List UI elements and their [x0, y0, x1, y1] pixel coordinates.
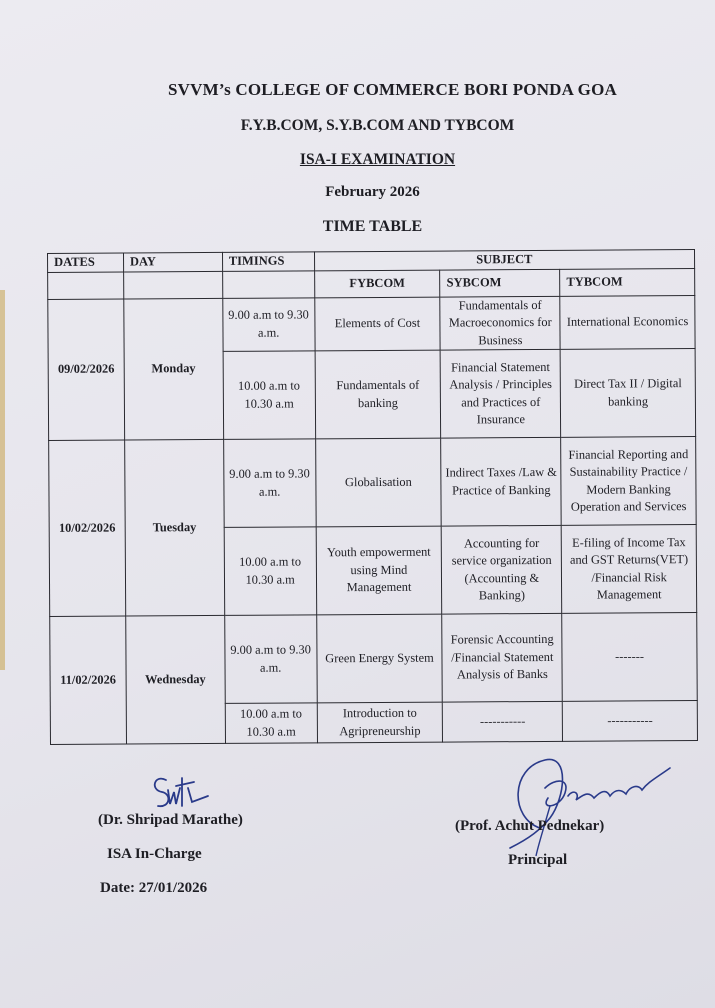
fybcom-cell: Green Energy System: [316, 614, 442, 703]
exam-month: February 2026: [325, 184, 420, 200]
issue-date: Date: 27/01/2026: [100, 880, 208, 896]
tybcom-cell: E-filing of Income Tax and GST Returns(VET) /Financial Risk Management: [561, 525, 696, 614]
fybcom-cell: Fundamentals of banking: [315, 350, 441, 439]
fybcom-cell: Youth empowerment using Mind Management: [316, 526, 442, 615]
col-tybcom: TYBCOM: [560, 268, 695, 296]
table-row: [49, 437, 697, 529]
sybcom-cell: Accounting for service organization (Accounting & Banking): [442, 525, 562, 614]
sybcom-cell: Indirect Taxes /Law & Practice of Banking: [441, 437, 561, 526]
time-cell: 9.00 a.m to 9.30 a.m.: [223, 297, 315, 351]
tybcom-cell: -----------: [562, 701, 697, 742]
col-dates-blank: [48, 272, 124, 299]
principal-signature-icon: [470, 748, 685, 858]
col-timings: TIMINGS: [222, 252, 314, 271]
sybcom-cell: -----------: [443, 701, 563, 742]
col-day: DAY: [123, 252, 222, 271]
class-list: F.Y.B.COM, S.Y.B.COM AND TYBCOM: [240, 117, 515, 134]
date-cell: 11/02/2026: [50, 616, 127, 744]
tybcom-cell: International Economics: [560, 295, 695, 349]
col-timings-blank: [222, 270, 314, 298]
timetable: [47, 249, 698, 745]
col-day-blank: [124, 271, 223, 299]
isa-incharge-role: ISA In-Charge: [107, 846, 202, 862]
table-row: [50, 613, 698, 705]
time-cell: 9.00 a.m to 9.30 a.m.: [224, 615, 316, 704]
college-name: SVVM’s COLLEGE OF COMMERCE BORI PONDA GOA: [168, 80, 617, 99]
page-edge-strip: [0, 290, 5, 670]
col-sybcom: SYBCOM: [440, 269, 560, 297]
principal-name: (Prof. Achut Pednekar): [455, 818, 605, 834]
sybcom-cell: Forensic Accounting /Financial Statement Analysis of Banks: [442, 613, 562, 702]
time-cell: 10.00 a.m to 10.30 a.m: [223, 351, 315, 440]
time-cell: 9.00 a.m to 9.30 a.m.: [223, 439, 315, 528]
col-dates: DATES: [48, 253, 124, 272]
tybcom-cell: -------: [562, 613, 697, 702]
fybcom-cell: Globalisation: [315, 438, 441, 527]
exam-title-text: ISA-I EXAMINATION: [299, 151, 456, 168]
day-cell: Monday: [124, 298, 224, 440]
tybcom-cell: Financial Reporting and Sustainability Practice / Modern Banking Operation and Services: [561, 437, 696, 526]
col-fybcom: FYBCOM: [314, 270, 440, 298]
isa-incharge-signature-icon: [148, 768, 218, 816]
day-cell: Tuesday: [125, 439, 225, 616]
time-cell: 10.00 a.m to 10.30 a.m: [225, 703, 317, 744]
date-cell: 10/02/2026: [49, 440, 126, 616]
day-cell: Wednesday: [126, 615, 226, 744]
isa-incharge-name: (Dr. Shripad Marathe): [98, 812, 243, 828]
sybcom-cell: Fundamentals of Macroeconomics for Business: [440, 296, 560, 350]
fybcom-cell: Introduction to Agripreneurship: [317, 702, 443, 743]
timetable-title: TIME TABLE: [322, 218, 423, 235]
date-cell: 09/02/2026: [48, 299, 125, 441]
exam-title: [0, 151, 715, 169]
principal-role: Principal: [508, 852, 568, 868]
sybcom-cell: Financial Statement Analysis / Principles and Practices of Insurance: [441, 349, 561, 438]
tybcom-cell: Direct Tax II / Digital banking: [560, 349, 695, 438]
col-subject: SUBJECT: [314, 250, 694, 271]
fybcom-cell: Elements of Cost: [314, 297, 440, 351]
time-cell: 10.00 a.m to 10.30 a.m: [224, 527, 316, 616]
header-row-2: [48, 268, 695, 299]
table-row: [48, 295, 695, 352]
